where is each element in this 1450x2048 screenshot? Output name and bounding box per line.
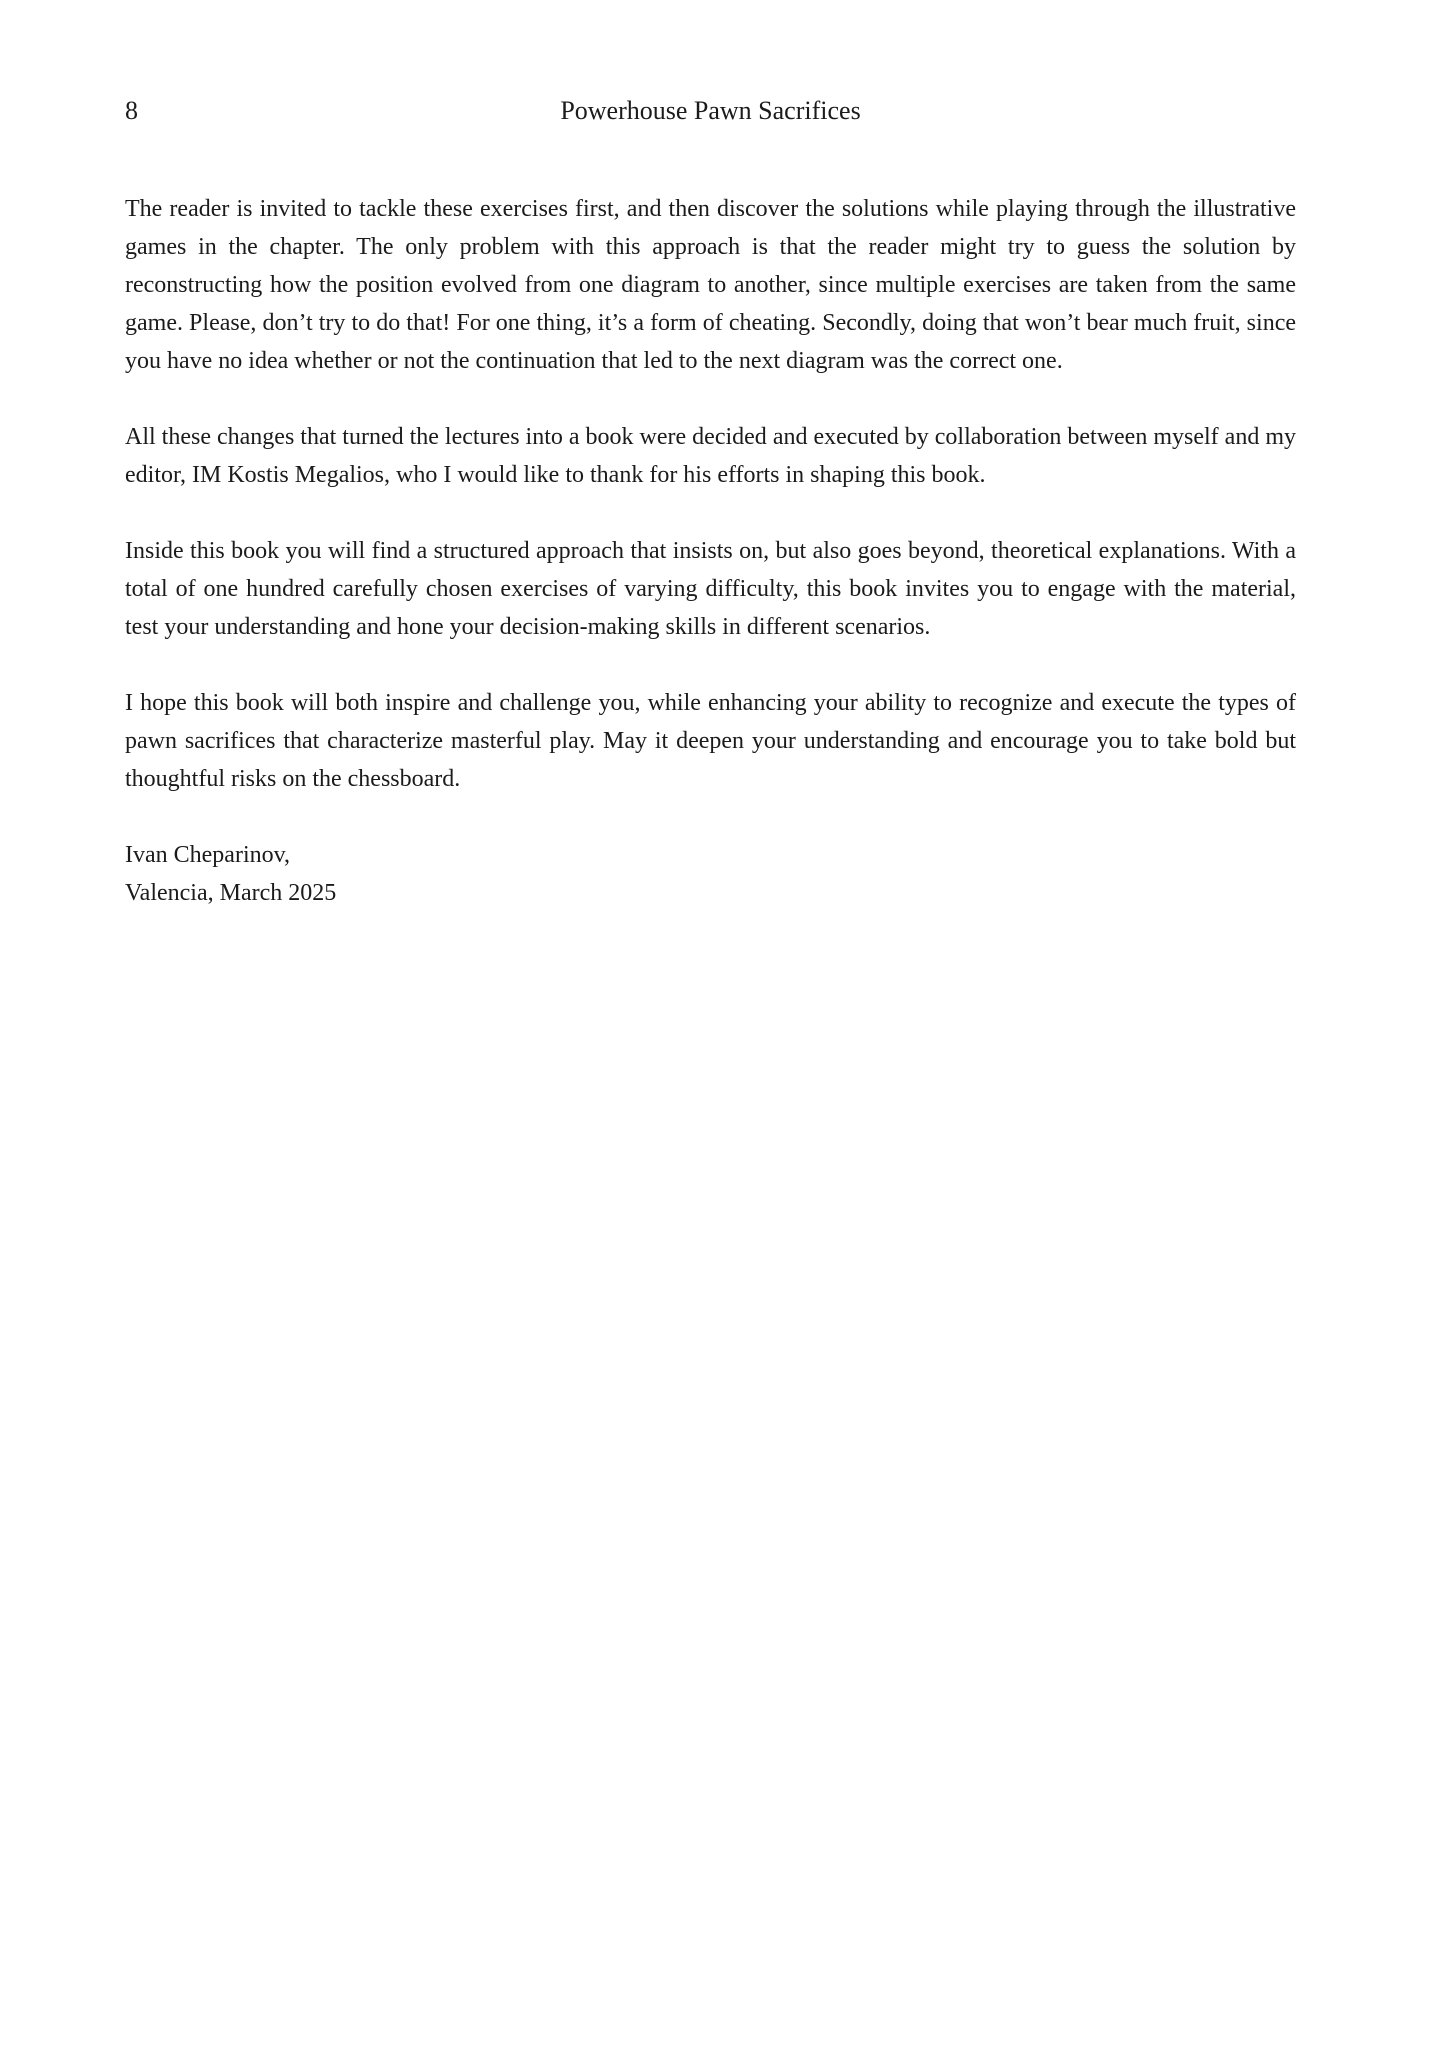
- body-paragraph: The reader is invited to tackle these exercises first, and then discover the solutions while playing through the illustrative games in the chapter. The only problem with this approach is that the reader might try to guess the solution by reconstructing how the position evolved from one diagram to another, since multiple exercises are taken from the same game. Please, don’t try to do that! For one thing, it’s a form of cheating. Secondly, doing that won’t bear much fruit, since you have no idea whether or not the continuation that led to the next diagram was the correct one.: [125, 196, 1296, 374]
- page-number: 8: [125, 96, 138, 125]
- signature-author: Ivan Cheparinov,: [125, 842, 291, 868]
- running-title: Powerhouse Pawn Sacrifices: [560, 96, 861, 125]
- body-paragraph: Inside this book you will find a structured approach that insists on, but also goes beyond, theoretical explanations. With a total of one hundred carefully chosen exercises of varying difficulty, this book invites you to engage with the material, test your understanding and hone your decision-making skills in different scenarios.: [125, 538, 1296, 640]
- page-body: [125, 190, 1296, 912]
- body-paragraph: I hope this book will both inspire and challenge you, while enhancing your ability to recognize and execute the types of pawn sacrifices that characterize masterful play. May it deepen your understanding and encourage you to take bold but thoughtful risks on the chessboard.: [125, 690, 1296, 792]
- signature-place-date: Valencia, March 2025: [125, 880, 337, 906]
- body-paragraph: All these changes that turned the lectures into a book were decided and executed by collaboration between myself and my editor, IM Kostis Megalios, who I would like to thank for his efforts in shaping this book.: [125, 424, 1296, 488]
- running-header: [125, 96, 1296, 130]
- signature-block: [125, 836, 1296, 912]
